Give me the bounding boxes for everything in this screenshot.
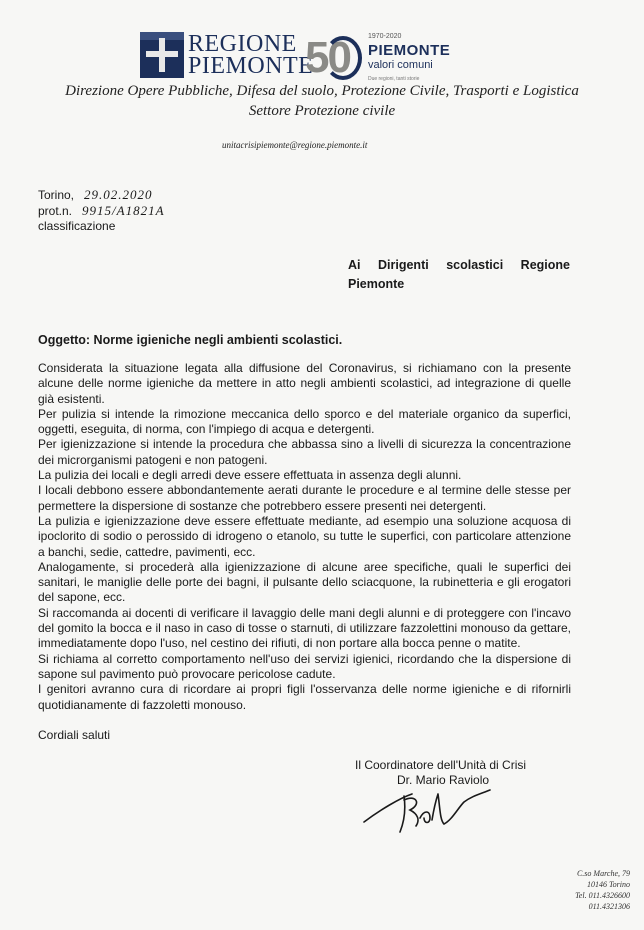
regione-piemonte-logo bbox=[140, 32, 313, 78]
closing-greeting: Cordiali saluti bbox=[38, 728, 111, 742]
phone-line: 011.4321306 bbox=[588, 902, 630, 911]
handwritten-signature bbox=[360, 780, 500, 840]
footer-address bbox=[548, 868, 630, 912]
prot-label: prot.n. bbox=[38, 204, 73, 218]
sector-line: Settore Protezione civile bbox=[248, 103, 396, 119]
department-heading bbox=[0, 81, 644, 121]
piemonte-years: 1970-2020 bbox=[367, 33, 402, 40]
classificazione-label: classificazione bbox=[38, 219, 116, 233]
addressee: Ai Dirigenti scolastici Regione Piemonte bbox=[348, 258, 570, 291]
piemonte-tagline: valori comuni bbox=[367, 59, 433, 71]
address-line: C.so Marche, 79 bbox=[576, 869, 630, 878]
piemonte-50-logo bbox=[305, 30, 450, 86]
body-paragraph: Per igienizzazione si intende la procedura che abbassa sino a livelli di sicurezza la concentrazione dei microrganismi patogeni e non patogeni. bbox=[38, 437, 571, 467]
piemonte-wordmark: PIEMONTE bbox=[367, 42, 451, 59]
torino-label: Torino, bbox=[38, 188, 75, 202]
body-paragraph: Si richiama al corretto comportamento nell'uso dei servizi igienici, ricordando che la dispersione di sapone sul pavimento può provocare pericolose cadute. bbox=[38, 651, 571, 681]
letter-body bbox=[38, 361, 571, 713]
piemonte-shield-icon bbox=[140, 32, 184, 78]
signer-name: Dr. Mario Raviolo bbox=[397, 773, 490, 787]
subject-line: Oggetto: Norme igieniche negli ambienti scolastici. bbox=[38, 333, 343, 347]
body-paragraph: La pulizia e igienizzazione deve essere effettuate mediante, ad esempio una soluzione acquosa di ipoclorito di sodio o perossido di idrogeno o etanolo, su tutte le superfici, con particolare attenzione a banchi, sedie, cattedre, pavimenti, ecc. bbox=[38, 513, 571, 559]
ring-icon bbox=[324, 36, 362, 80]
body-paragraph: Analogamente, si procederà alla igienizzazione di alcune aree specifiche, quali le superfici dei sanitari, le maniglie delle porte dei bagni, il pulsante dello sciacquone, la rubinetteria e gli erogatori del sapone, ecc. bbox=[38, 559, 571, 605]
phone-line: Tel. 011.4326600 bbox=[575, 891, 630, 900]
signer-role: Il Coordinatore dell'Unità di Crisi bbox=[355, 758, 527, 772]
body-paragraph: I genitori avranno cura di ricordare ai propri figli l'osservanza delle norme igieniche e di rifornirli quotidianamente di fazzoletti monouso. bbox=[38, 682, 571, 712]
letter-date: 29.02.2020 bbox=[84, 187, 153, 202]
address-line: 10146 Torino bbox=[586, 880, 630, 889]
body-paragraph: Per pulizia si intende la rimozione meccanica dello sporco e del materiale organico da superfici, oggetti, eseguita, di norma, con l'impiego di acqua e detergenti. bbox=[38, 406, 571, 437]
regione-line1: REGIONE bbox=[188, 31, 297, 57]
body-paragraph: La pulizia dei locali e degli arredi deve essere effettuata in assenza degli alunni. bbox=[38, 468, 462, 483]
protocol-number: 9915/A1821A bbox=[82, 203, 165, 218]
regione-line2: PIEMONTE bbox=[188, 53, 314, 79]
department-line: Direzione Opere Pubbliche, Difesa del suolo, Protezione Civile, Trasporti e Logistica bbox=[65, 83, 579, 99]
body-paragraph: Si raccomanda ai docenti di verificare il lavaggio delle mani degli alunni e di proteggere con l'incavo del gomito la bocca e il naso in caso di tosse o starnuti, di utilizzare fazzolettini monouso da gettare, immediatamente dopo l'uso, nel cestino dei rifiuti, di non portare alla bocca penne o matite. bbox=[38, 605, 571, 651]
body-paragraph: I locali debbono essere abbondantemente aerati durante le procedure e al termine delle stesse per permettere la dispersione di sostanze che potrebbero essere presenti nei detergenti. bbox=[38, 483, 571, 513]
contact-email: unitacrisipiemonte@regione.piemonte.it bbox=[222, 140, 368, 150]
piemonte-subtagline: Due regioni, tanti storie bbox=[367, 76, 420, 82]
fifty-mark: 50 bbox=[305, 33, 350, 82]
body-paragraph: Considerata la situazione legata alla diffusione del Coronavirus, si richiamano con la presente alcune delle norme igieniche da mettere in atto negli ambienti scolastici, ad integrazione di quelle già esistenti. bbox=[38, 361, 571, 406]
protocol-block bbox=[38, 187, 165, 234]
